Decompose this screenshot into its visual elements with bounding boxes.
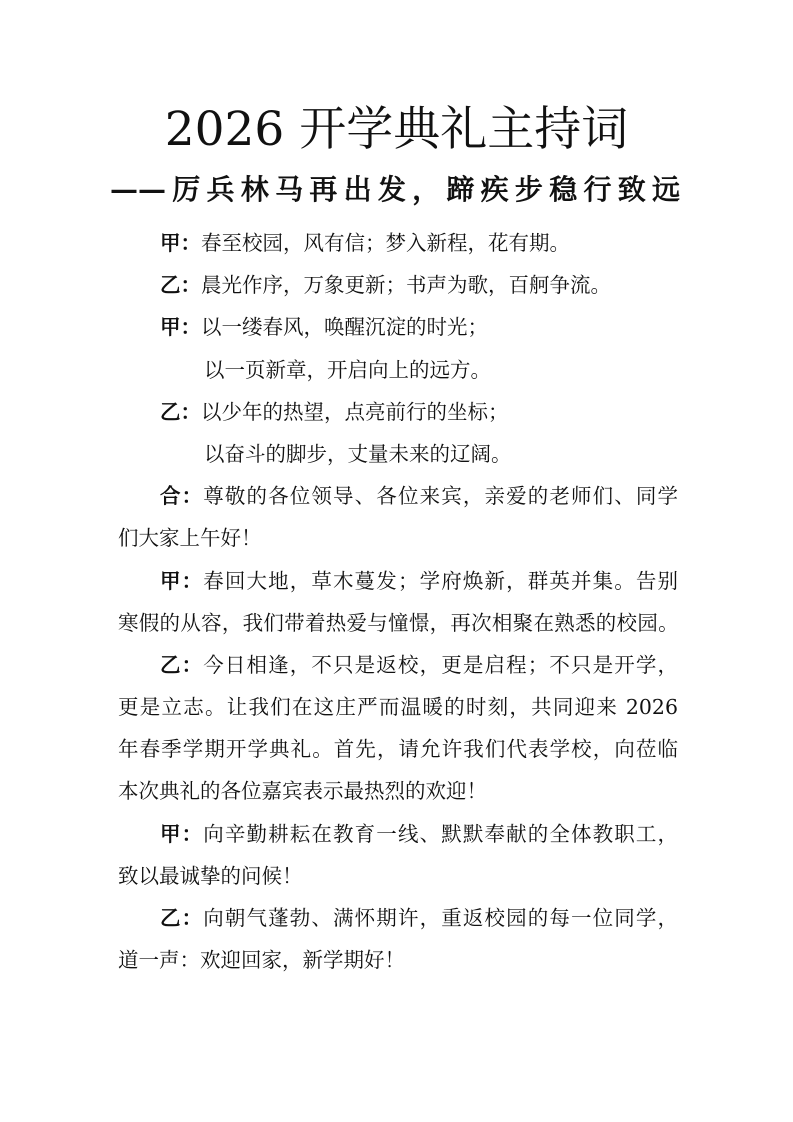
line-text: 以奋斗的脚步，丈量未来的辽阔。 bbox=[204, 441, 512, 466]
line-text: 今日相逢，不只是返校，更是启程；不只是开学， bbox=[203, 652, 679, 677]
line-text: 以一缕春风，唤醒沉淀的时光； bbox=[201, 315, 488, 340]
script-line bbox=[118, 602, 678, 644]
script-line bbox=[118, 728, 678, 770]
line-text: 道一声：欢迎回家，新学期好！ bbox=[118, 948, 405, 973]
line-text: 向辛勤耕耘在教育一线、默默奉献的全体教职工， bbox=[203, 821, 679, 846]
line-text: 向朝气蓬勃、满怀期许，重返校园的每一位同学， bbox=[203, 906, 679, 930]
line-text: 以一页新章，开启向上的远方。 bbox=[204, 357, 491, 382]
document-subtitle: ——厉兵林马再出发，蹄疾步稳行致远 bbox=[110, 173, 680, 206]
line-text: 晨光作序，万象更新；书声为歌，百舸争流。 bbox=[201, 273, 611, 298]
script-line bbox=[118, 264, 678, 306]
script-line bbox=[118, 897, 678, 939]
script-line bbox=[118, 686, 678, 728]
script-line bbox=[118, 433, 678, 475]
line-text: 致以最诚挚的问候！ bbox=[118, 863, 303, 888]
line-text: 更是立志。让我们在这庄严而温暖的时刻，共同迎来 2026 bbox=[118, 695, 678, 720]
script-line bbox=[118, 560, 678, 602]
script-line bbox=[118, 391, 678, 433]
line-text: 本次典礼的各位嘉宾表示最热烈的欢迎！ bbox=[118, 779, 487, 804]
script-line bbox=[118, 939, 678, 981]
script-line bbox=[118, 644, 678, 686]
script-line bbox=[118, 855, 678, 897]
line-text: 以少年的热望，点亮前行的坐标； bbox=[201, 399, 509, 424]
line-text: 尊敬的各位领导、各位来宾，亲爱的老师们、同学 bbox=[203, 484, 679, 509]
speaker-label: 乙： bbox=[160, 399, 201, 424]
document-title: 2026 开学典礼主持词 bbox=[164, 102, 629, 157]
line-text: 们大家上午好！ bbox=[118, 526, 262, 551]
script-line bbox=[118, 222, 678, 264]
speaker-label: 甲： bbox=[160, 568, 204, 593]
speaker-label: 乙： bbox=[160, 652, 204, 677]
line-text: 春回大地，草木蔓发；学府焕新，群英并集。告别 bbox=[203, 568, 679, 593]
speaker-label: 合： bbox=[160, 484, 204, 509]
line-text: 寒假的从容，我们带着热爱与憧憬，再次相聚在熟悉的校园。 bbox=[118, 610, 678, 635]
script-line bbox=[118, 349, 678, 391]
speaker-label: 乙： bbox=[160, 906, 204, 930]
script-line bbox=[118, 517, 678, 559]
script-body bbox=[118, 222, 678, 981]
speaker-label: 甲： bbox=[160, 821, 204, 846]
speaker-label: 甲： bbox=[160, 315, 201, 340]
line-text: 春至校园，风有信；梦入新程，花有期。 bbox=[201, 231, 570, 255]
script-line bbox=[118, 475, 678, 517]
speaker-label: 乙： bbox=[160, 273, 201, 298]
script-line bbox=[118, 813, 678, 855]
script-line bbox=[118, 770, 678, 812]
line-text: 年春季学期开学典礼。首先，请允许我们代表学校，向莅临 bbox=[118, 737, 678, 762]
speaker-label: 甲： bbox=[160, 231, 201, 255]
script-line bbox=[118, 306, 678, 348]
